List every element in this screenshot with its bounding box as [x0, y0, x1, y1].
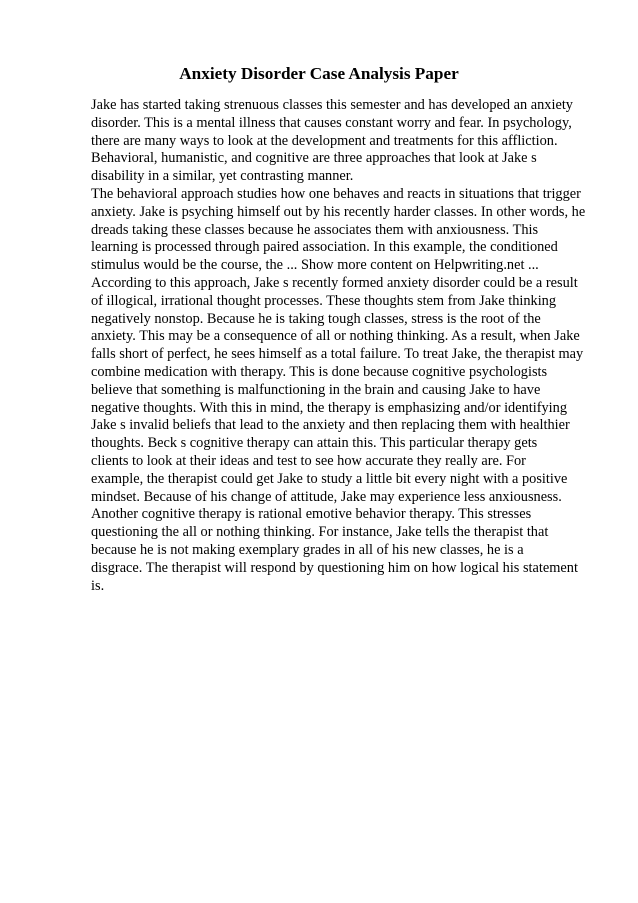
body-line: The behavioral approach studies how one behaves and reacts in situations that trigger — [91, 185, 581, 202]
body-line: Another cognitive therapy is rational emotive behavior therapy. This stresses — [91, 506, 532, 523]
body-line: there are many ways to look at the development and treatments for this affliction. — [91, 132, 558, 149]
body-line: negative thoughts. With this in mind, the therapy is emphasizing and/or identifying — [91, 399, 568, 416]
document-title: Anxiety Disorder Case Analysis Paper — [179, 64, 459, 83]
body-line: combine medication with therapy. This is done because cognitive psychologists — [91, 363, 548, 380]
body-line: disorder. This is a mental illness that causes constant worry and fear. In psychology, — [91, 114, 572, 131]
body-line: clients to look at their ideas and test to see how accurate they really are. For — [91, 452, 526, 469]
body-line: thoughts. Beck s cognitive therapy can attain this. This particular therapy gets — [91, 435, 538, 452]
body-line: According to this approach, Jake s recently formed anxiety disorder could be a result — [91, 274, 578, 291]
body-line: Jake has started taking strenuous classes this semester and has developed an anxiety — [91, 97, 573, 113]
body-line: believe that something is malfunctioning in the brain and causing Jake to have — [91, 381, 541, 398]
body-line: falls short of perfect, he sees himself as a total failure. To treat Jake, the therapist may — [91, 346, 584, 363]
body-line: is. — [91, 577, 105, 594]
body-line: learning is processed through paired association. In this example, the conditioned — [91, 239, 558, 256]
body-line: anxiety. This may be a consequence of all or nothing thinking. As a result, when Jake — [91, 328, 580, 345]
body-line: dreads taking these classes because he associates them with anxiousness. This — [91, 221, 539, 238]
document-body — [91, 97, 611, 595]
body-line: negatively nonstop. Because he is taking tough classes, stress is the root of the — [91, 310, 541, 327]
body-line: anxiety. Jake is psyching himself out by his recently harder classes. In other words, he — [91, 203, 586, 220]
body-line: disability in a similar, yet contrasting manner. — [91, 168, 354, 185]
body-line: of illogical, irrational thought processes. These thoughts stem from Jake thinking — [91, 292, 557, 309]
body-line: Behavioral, humanistic, and cognitive are three approaches that look at Jake s — [91, 150, 537, 167]
body-line: Jake s invalid beliefs that lead to the anxiety and then replacing them with healthier — [91, 417, 570, 434]
body-line: stimulus would be the course, the ... Show more content on Helpwriting.net ... — [91, 257, 539, 274]
body-line: example, the therapist could get Jake to study a little bit every night with a positive — [91, 470, 568, 487]
body-line: questioning the all or nothing thinking. For instance, Jake tells the therapist that — [91, 524, 549, 541]
body-line: because he is not making exemplary grades in all of his new classes, he is a — [91, 541, 524, 558]
body-line: mindset. Because of his change of attitude, Jake may experience less anxiousness. — [91, 488, 562, 505]
body-line: disgrace. The therapist will respond by questioning him on how logical his statement — [91, 559, 578, 576]
